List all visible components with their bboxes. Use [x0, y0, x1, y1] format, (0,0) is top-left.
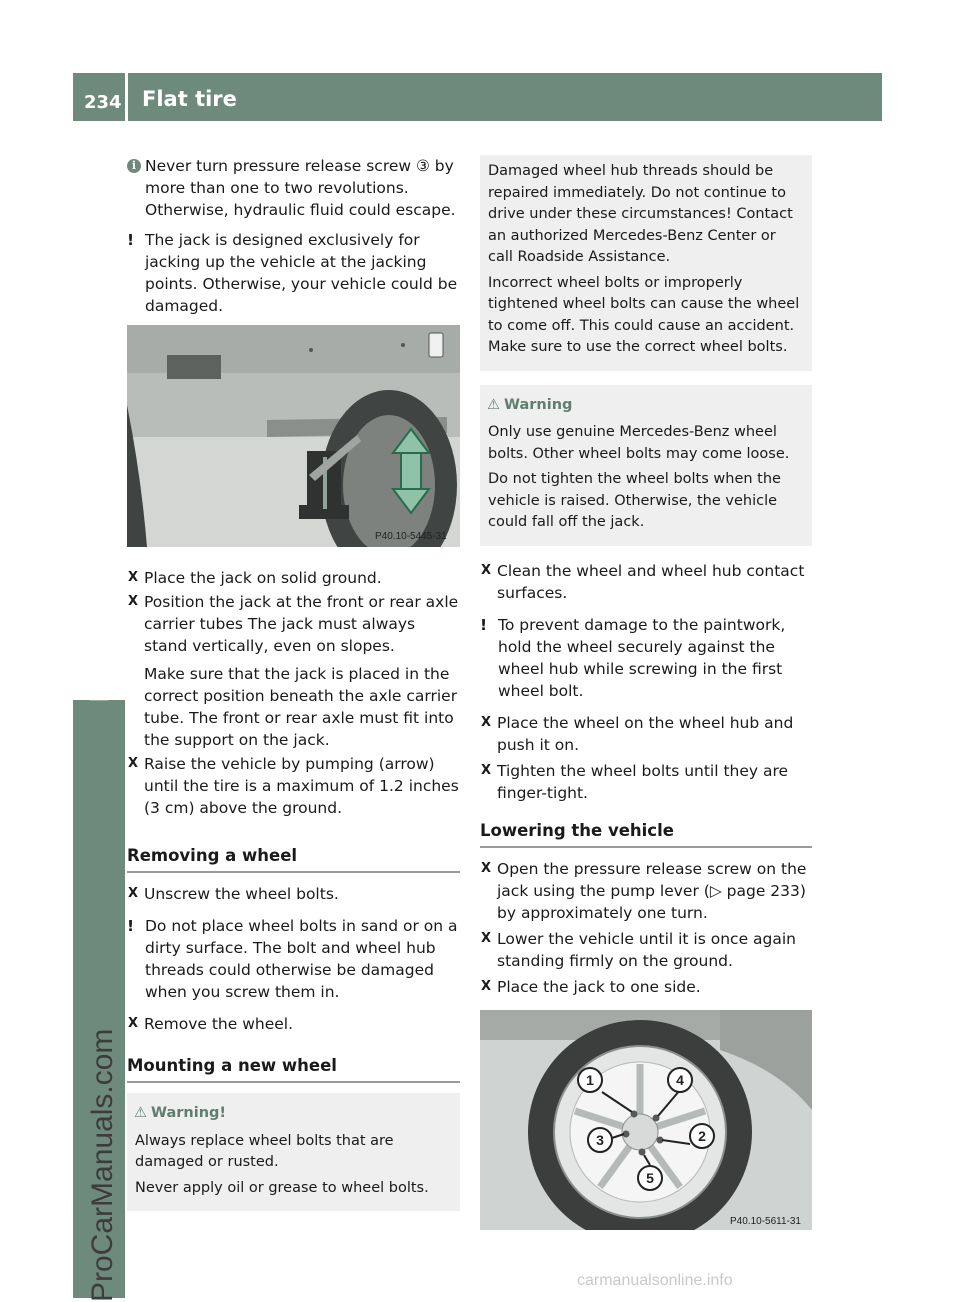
- step-arrow-icon: X: [128, 594, 139, 609]
- info-note-text: Never turn pressure release screw ③ by more than one to two revolutions. Otherwise, hydraulic fluid could escape.: [145, 157, 456, 219]
- caution-icon: !: [127, 231, 135, 249]
- step-arrow-icon: X: [481, 762, 492, 778]
- bolt-label-2: 2: [698, 1127, 706, 1144]
- step-text: Lower the vehicle until it is once again standing firmly on the ground.: [497, 929, 796, 970]
- step-raise-vehicle: [127, 753, 460, 819]
- warning-icon: ⚠: [134, 1105, 147, 1121]
- bolt-label-4: 4: [676, 1071, 684, 1088]
- step-text: Raise the vehicle by pumping (arrow) until the tire is a maximum of 1.2 inches (3 cm) above the ground.: [144, 755, 459, 817]
- warning-text: Always replace wheel bolts that are damaged or rusted.: [135, 1132, 394, 1170]
- step-place-wheel: [480, 712, 812, 756]
- caution-note-text: Do not place wheel bolts in sand or on a dirty surface. The bolt and wheel hub threads could otherwise be damaged when you screw them in.: [145, 917, 458, 1001]
- step-remove-wheel: [127, 1013, 460, 1035]
- left-column: [127, 155, 460, 1211]
- box-text: Do not tighten the wheel bolts when the vehicle is raised. Otherwise, the vehicle could fall off the jack.: [488, 471, 781, 530]
- caution-note-jack: [127, 229, 460, 317]
- step-text: Tighten the wheel bolts until they are finger-tight.: [497, 761, 789, 802]
- warning-text: Never apply oil or grease to wheel bolts.: [135, 1179, 429, 1196]
- heading-lowering-vehicle: Lowering the vehicle: [480, 820, 812, 848]
- bolt-label-5: 5: [646, 1169, 654, 1186]
- box-text: Damaged wheel hub threads should be repaired immediately. Do not continue to drive under these circumstances! Contact an authorized Mercedes-Benz Center or call Roadside Assistance.: [488, 163, 793, 265]
- warning-box-bolts: [127, 1093, 460, 1211]
- step-arrow-icon: X: [128, 886, 139, 901]
- section-label: Roadside Assistance: [84, 431, 114, 702]
- warning-title: [487, 395, 805, 417]
- box-text: Only use genuine Mercedes-Benz wheel bolts. Other wheel bolts may come loose.: [488, 424, 790, 462]
- warning-icon: ⚠: [487, 396, 500, 413]
- jack-illustration: [127, 325, 460, 547]
- caution-note-text: The jack is designed exclusively for jacking up the vehicle at the jacking points. Otherwise, your vehicle could be damaged.: [145, 231, 458, 315]
- step-open-release-screw: [480, 858, 812, 924]
- bolt-label-3: 3: [596, 1131, 604, 1148]
- step-arrow-icon: X: [128, 1016, 139, 1031]
- wheel-bolt-illustration: [480, 1010, 812, 1230]
- step-arrow-icon: X: [481, 562, 492, 578]
- step-position-jack: [127, 591, 460, 751]
- box-text: Incorrect wheel bolts or improperly tightened wheel bolts can cause the wheel to come off. This could cause an accident. Make sure to use the correct wheel bolts.: [488, 274, 800, 355]
- wheel-bolt-figure: [480, 1010, 812, 1236]
- step-text: Place the jack to one side.: [497, 977, 701, 996]
- step-jack-aside: [480, 976, 812, 998]
- step-arrow-icon: X: [481, 930, 492, 946]
- step-text: Remove the wheel.: [144, 1015, 293, 1033]
- step-arrow-icon: X: [481, 978, 492, 994]
- caution-note-text: To prevent damage to the paintwork, hold the wheel securely against the wheel hub while screwing in the first wheel bolt.: [498, 615, 786, 700]
- step-text: Position the jack at the front or rear axle carrier tubes The jack must always stand vertically, even on slopes.: [144, 593, 459, 655]
- jack-steps: [127, 567, 460, 819]
- step-text-detail: Make sure that the jack is placed in the correct position beneath the axle carrier tube. The front or rear axle must fit into the support on the jack.: [144, 665, 458, 749]
- warning-box-genuine-bolts: [480, 385, 812, 546]
- step-place-jack: [127, 567, 460, 589]
- step-text: Place the wheel on the wheel hub and push it on.: [497, 713, 794, 754]
- step-arrow-icon: X: [128, 756, 139, 771]
- bolt-label-1: 1: [586, 1071, 594, 1088]
- right-column: [480, 155, 812, 1236]
- header-divider: [125, 73, 128, 121]
- caution-icon: !: [480, 615, 488, 634]
- step-text: Unscrew the wheel bolts.: [144, 885, 339, 903]
- step-text: Clean the wheel and wheel hub contact surfaces.: [497, 561, 805, 602]
- chapter-title: Flat tire: [142, 87, 237, 111]
- info-icon: i: [127, 159, 141, 173]
- caution-note-paint: [480, 614, 812, 702]
- warning-title-text: Warning!: [151, 1105, 227, 1121]
- heading-removing-wheel: Removing a wheel: [127, 845, 460, 873]
- figure1-code: P40.10-5445-31: [375, 531, 447, 542]
- mounting-steps: [480, 560, 812, 804]
- side-watermark: ProCarManuals.com: [86, 1028, 119, 1302]
- step-clean-surfaces: [480, 560, 812, 604]
- caution-note-bolts: [127, 915, 460, 1003]
- jack-figure: [127, 325, 460, 553]
- warning-title-text: Warning: [504, 396, 573, 413]
- heading-mounting-wheel: Mounting a new wheel: [127, 1055, 460, 1083]
- warning-title: [134, 1103, 453, 1125]
- caution-icon: !: [127, 917, 135, 935]
- step-text: Open the pressure release screw on the jack using the pump lever (▷ page 233) by approximately one turn.: [497, 859, 807, 922]
- page-number: 234: [84, 92, 122, 113]
- step-arrow-icon: X: [481, 860, 492, 876]
- footer-watermark: carmanualsonline.info: [577, 1272, 733, 1289]
- figure2-code: P40.10-5611-31: [730, 1215, 801, 1227]
- info-note: [127, 155, 460, 221]
- step-text: Place the jack on solid ground.: [144, 569, 382, 587]
- step-lower-vehicle: [480, 928, 812, 972]
- step-arrow-icon: X: [128, 570, 139, 585]
- step-arrow-icon: X: [481, 714, 492, 730]
- step-tighten-bolts: [480, 760, 812, 804]
- warning-box-continued: [480, 155, 812, 371]
- step-unscrew-bolts: [127, 883, 460, 905]
